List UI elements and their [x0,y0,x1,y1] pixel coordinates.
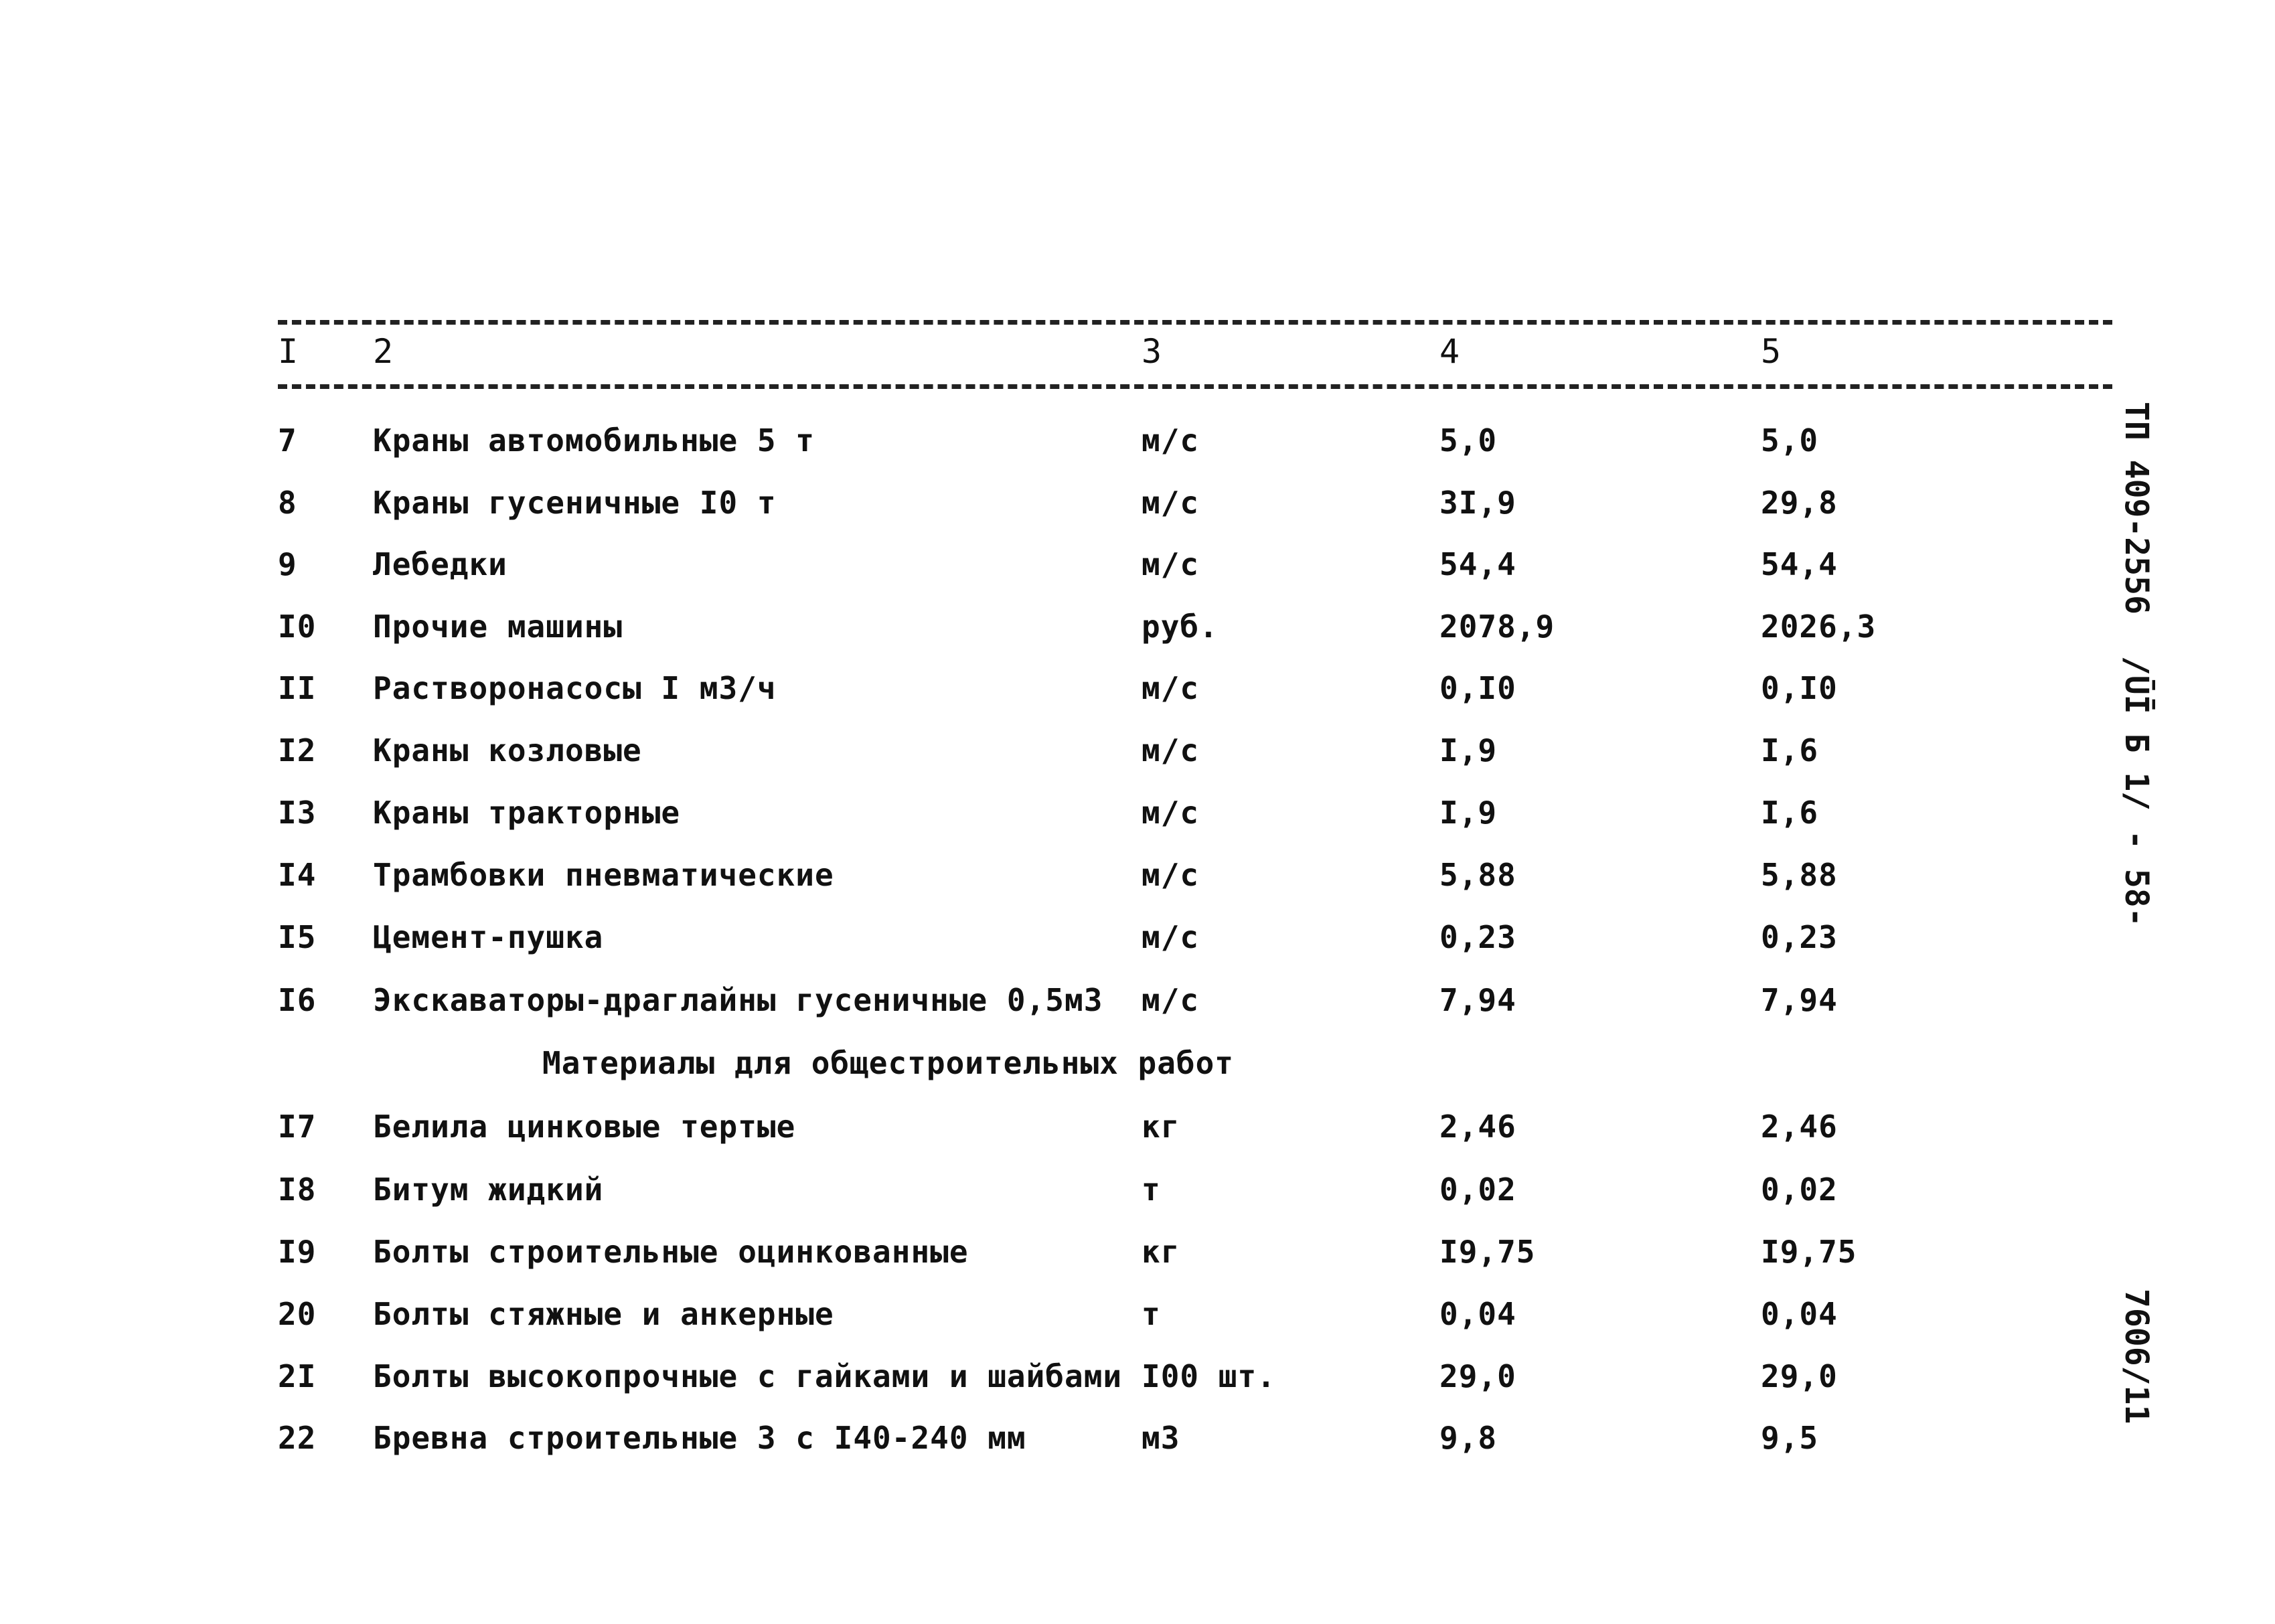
row-unit: м/с [1142,422,1200,459]
row-unit: I00 шт. [1142,1358,1276,1394]
row-value-col5: 54,4 [1761,546,1838,582]
row-unit: м/с [1142,546,1200,582]
header-col-3: 3 [1142,332,1163,371]
row-unit: м/с [1142,919,1200,955]
row-unit: м/с [1142,857,1200,893]
row-number: I4 [278,857,317,893]
row-number: 20 [278,1296,317,1332]
row-value-col5: 0,02 [1761,1171,1838,1208]
row-number: I7 [278,1109,317,1145]
row-value-col4: 5,88 [1439,857,1516,893]
row-number: I6 [278,982,317,1018]
row-value-col4: 7,94 [1439,982,1516,1018]
row-unit: кг [1142,1234,1180,1270]
row-value-col4: I,9 [1439,795,1498,831]
row-value-col4: 29,0 [1439,1358,1516,1394]
row-name: Болты высокопрочные с гайками и шайбами [373,1358,1123,1394]
row-name: Лебедки [373,546,507,582]
row-number: I9 [278,1234,317,1270]
row-unit: м/с [1142,670,1200,706]
row-value-col5: 0,23 [1761,919,1838,955]
row-value-col5: 2026,3 [1761,608,1877,645]
row-value-col4: 2,46 [1439,1109,1516,1145]
row-name: Краны тракторные [373,795,681,831]
row-value-col5: 29,0 [1761,1358,1838,1394]
row-unit: т [1142,1296,1161,1332]
row-value-col4: 2078,9 [1439,608,1555,645]
row-value-col4: 54,4 [1439,546,1516,582]
row-value-col4: 0,23 [1439,919,1516,955]
row-unit: т [1142,1171,1161,1208]
row-unit: руб. [1142,608,1219,645]
header-col-1: I [278,332,299,371]
table-top-rule [278,320,2112,325]
row-unit: м3 [1142,1420,1180,1456]
row-name: Трамбовки пневматические [373,857,834,893]
row-value-col4: 0,04 [1439,1296,1516,1332]
header-col-2: 2 [373,332,394,371]
row-value-col4: 3I,9 [1439,485,1516,521]
row-value-col5: I,6 [1761,795,1819,831]
row-value-col5: I9,75 [1761,1234,1857,1270]
row-value-col4: I9,75 [1439,1234,1536,1270]
header-col-4: 4 [1439,332,1461,371]
row-name: Экскаваторы-драглайны гусеничные 0,5м3 [373,982,1103,1018]
row-name: Белила цинковые тертые [373,1109,796,1145]
row-unit: кг [1142,1109,1180,1145]
row-value-col5: 5,88 [1761,857,1838,893]
row-value-col5: 7,94 [1761,982,1838,1018]
row-number: I3 [278,795,317,831]
row-value-col4: 5,0 [1439,422,1498,459]
row-value-col5: I,6 [1761,732,1819,768]
header-col-5: 5 [1761,332,1782,371]
row-value-col4: 9,8 [1439,1420,1498,1456]
row-value-col5: 5,0 [1761,422,1819,459]
row-name: Битум жидкий [373,1171,604,1208]
row-name: Болты строительные оцинкованные [373,1234,969,1270]
row-unit: м/с [1142,485,1200,521]
document-code: ТП 409-2556 [2118,402,2155,615]
row-number: 9 [278,546,297,582]
row-value-col5: 9,5 [1761,1420,1819,1456]
row-unit: м/с [1142,982,1200,1018]
row-number: 7 [278,422,297,459]
row-value-col5: 29,8 [1761,485,1838,521]
table-header-rule [278,384,2112,389]
row-value-col4: 0,02 [1439,1171,1516,1208]
row-value-col5: 0,04 [1761,1296,1838,1332]
row-name: Болты стяжные и анкерные [373,1296,834,1332]
album-sheet-number: /ŪĪ Б 1/ - 58- [2118,656,2155,927]
section-title: Материалы для общестроительных работ [542,1045,1234,1081]
inventory-number: 7606/11 [2118,1289,2155,1425]
row-number: 22 [278,1420,317,1456]
row-name: Краны козловые [373,732,642,768]
row-value-col4: 0,I0 [1439,670,1516,706]
row-number: I8 [278,1171,317,1208]
row-value-col5: 0,I0 [1761,670,1838,706]
row-number: I2 [278,732,317,768]
row-value-col5: 2,46 [1761,1109,1838,1145]
row-value-col4: I,9 [1439,732,1498,768]
row-name: Бревна строительные 3 с I40-240 мм [373,1420,1026,1456]
row-number: I0 [278,608,317,645]
row-name: Краны автомобильные 5 т [373,422,815,459]
row-name: Краны гусеничные I0 т [373,485,777,521]
row-name: Растворонасосы I м3/ч [373,670,777,706]
row-name: Прочие машины [373,608,623,645]
row-number: I5 [278,919,317,955]
row-number: 8 [278,485,297,521]
row-number: 2I [278,1358,317,1394]
row-name: Цемент-пушка [373,919,604,955]
row-unit: м/с [1142,732,1200,768]
row-unit: м/с [1142,795,1200,831]
row-number: II [278,670,317,706]
